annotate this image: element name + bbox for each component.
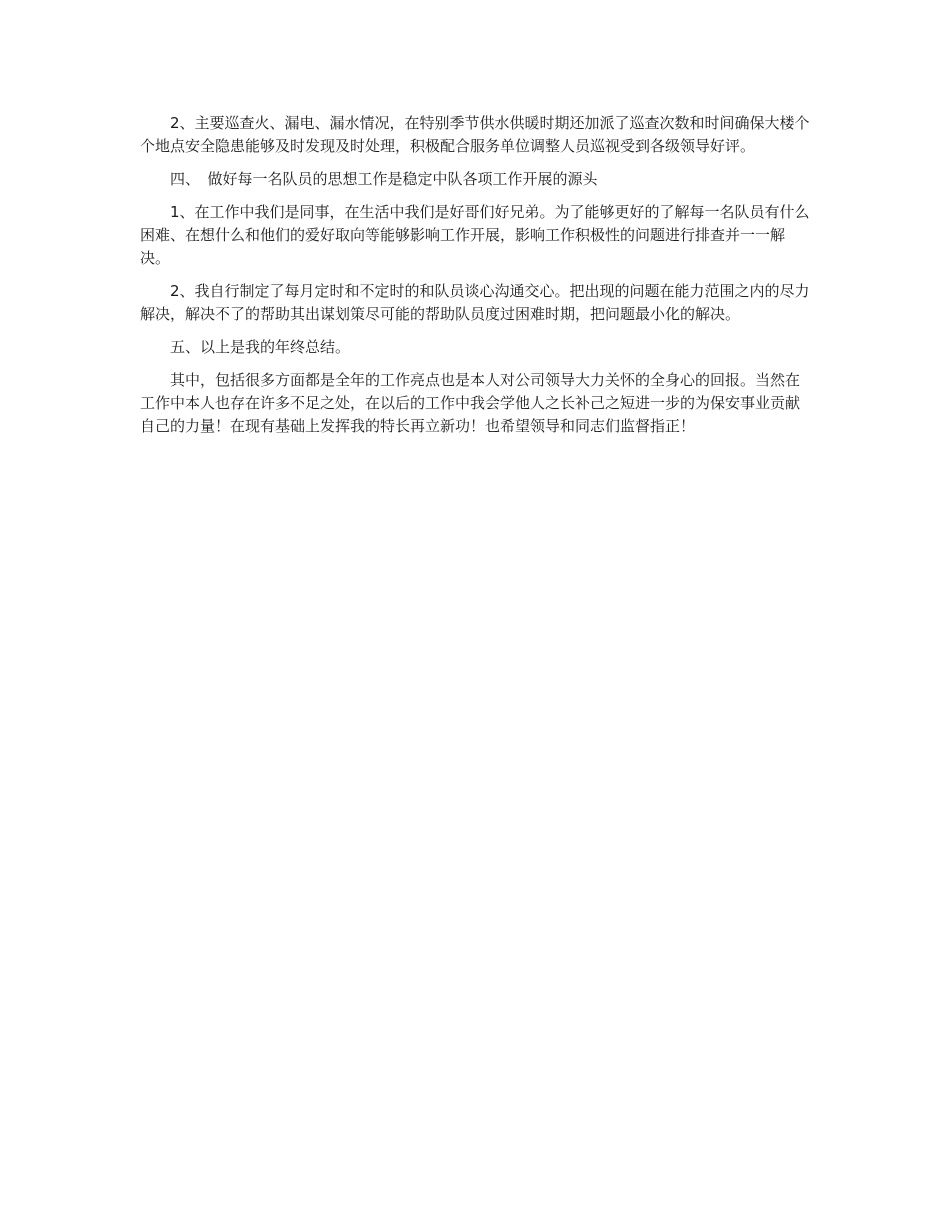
paragraph-conclusion: 其中，包括很多方面都是全年的工作亮点也是本人对公司领导大力关怀的全身心的回报。当然在工作中本人也存在许多不足之处，在以后的工作中我会学他人之长补己之短进一步的为保安事业贡献自己的力量！在现有基础上发挥我的特长再立新功！也希望领导和同志们监督指正！ bbox=[140, 371, 801, 435]
paragraph-patrol-inspection: 2、主要巡查火、漏电、漏水情况，在特别季节供水供暖时期还加派了巡查次数和时间确保大楼个个地点安全隐患能够及时发现及时处理，积极配合服务单位调整人员巡视受到各级领导好评。 bbox=[140, 114, 810, 155]
section-heading-five: 五、以上是我的年终总结。 bbox=[170, 338, 351, 356]
document-body bbox=[140, 112, 810, 448]
paragraph-heart-to-heart: 2、我自行制定了每月定时和不定时的和队员谈心沟通交心。把出现的问题在能力范围之内的尽力解决，解决不了的帮助其出谋划策尽可能的帮助队员度过困难时期，把问题最小化的解决。 bbox=[140, 282, 810, 323]
section-heading-four: 四、 做好每一名队员的思想工作是稳定中队各项工作开展的源头 bbox=[170, 170, 598, 188]
paragraph-colleagues: 1、在工作中我们是同事，在生活中我们是好哥们好兄弟。为了能够更好的了解每一名队员有什么困难、在想什么和他们的爱好取向等能够影响工作开展，影响工作积极性的问题进行排查并一一解决。 bbox=[140, 203, 810, 267]
